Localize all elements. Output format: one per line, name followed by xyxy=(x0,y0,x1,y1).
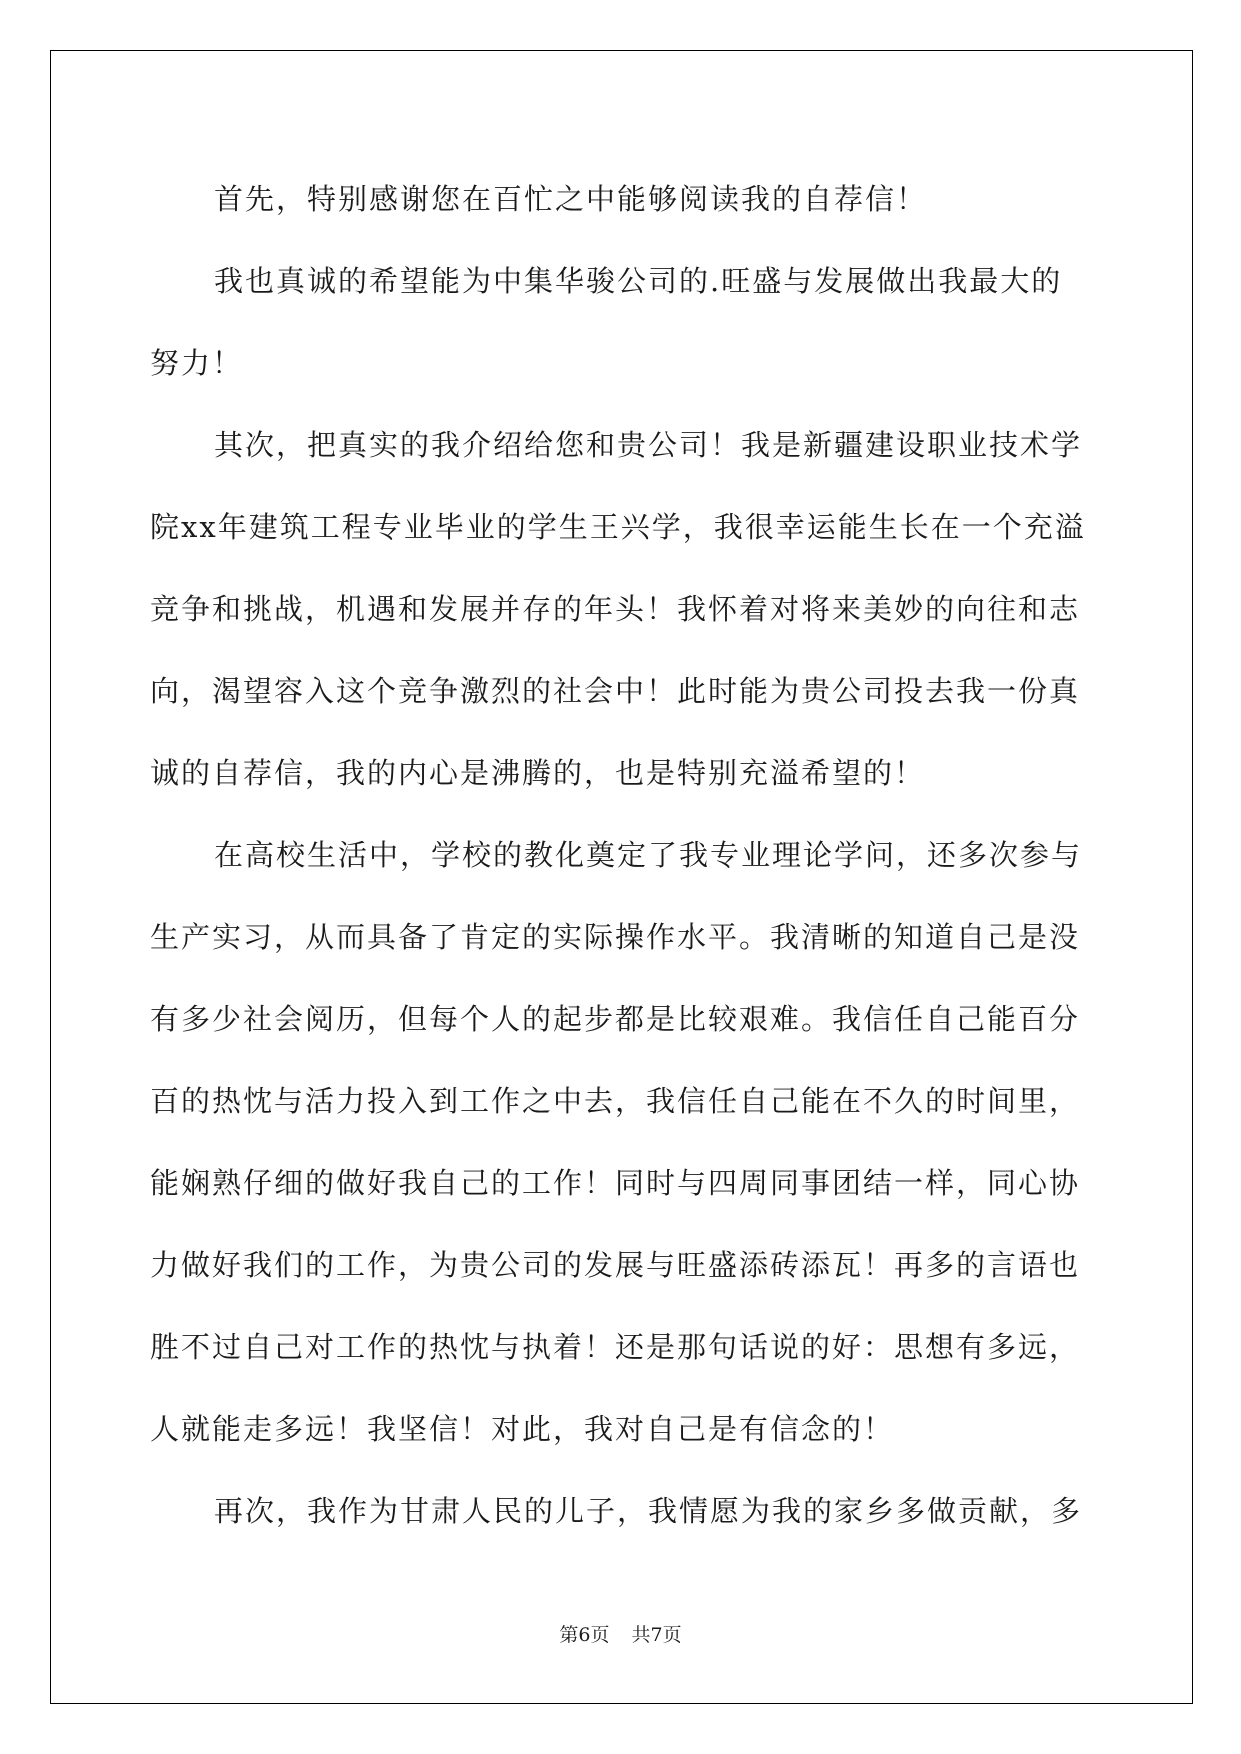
text-line: 能娴熟仔细的做好我自己的工作！同时与四周同事团结一样，同心协 xyxy=(150,1166,1081,1200)
text-line: 竞争和挑战，机遇和发展并存的年头！我怀着对将来美妙的向往和志 xyxy=(150,592,1081,626)
text-line: 百的热忱与活力投入到工作之中去，我信任自己能在不久的时间里， xyxy=(150,1084,1081,1118)
text-line: 首先，特别感谢您在百忙之中能够阅读我的自荐信！ xyxy=(214,182,928,216)
text-line: 生产实习，从而具备了肯定的实际操作水平。我清晰的知道自己是没 xyxy=(150,920,1081,954)
text-line: 再次，我作为甘肃人民的儿子，我情愿为我的家乡多做贡献，多 xyxy=(214,1494,1083,1528)
text-line: 诚的自荐信，我的内心是沸腾的，也是特别充溢希望的！ xyxy=(150,756,926,790)
text-line: 胜不过自己对工作的热忱与执着！还是那句话说的好：思想有多远， xyxy=(150,1330,1081,1364)
text-line: 人就能走多远！我坚信！对此，我对自己是有信念的！ xyxy=(150,1412,895,1446)
text-line: 在高校生活中，学校的教化奠定了我专业理论学问，还多次参与 xyxy=(214,838,1083,872)
text-line: 向，渴望容入这个竞争激烈的社会中！此时能为贵公司投去我一份真 xyxy=(150,674,1081,708)
text-line: 其次，把真实的我介绍给您和贵公司！我是新疆建设职业技术学 xyxy=(214,428,1083,462)
document-body xyxy=(150,158,1090,1552)
text-line: 院xx年建筑工程专业毕业的学生王兴学，我很幸运能生长在一个充溢 xyxy=(150,510,1086,544)
page-total: 共7页 xyxy=(631,1624,682,1646)
page-footer xyxy=(0,1620,1241,1647)
text-line: 我也真诚的希望能为中集华骏公司的.旺盛与发展做出我最大的 xyxy=(214,264,1063,298)
text-line: 有多少社会阅历，但每个人的起步都是比较艰难。我信任自己能百分 xyxy=(150,1002,1081,1036)
page-number: 第6页 xyxy=(559,1624,610,1646)
text-line: 努力！ xyxy=(150,346,244,380)
text-line: 力做好我们的工作，为贵公司的发展与旺盛添砖添瓦！再多的言语也 xyxy=(150,1248,1081,1282)
